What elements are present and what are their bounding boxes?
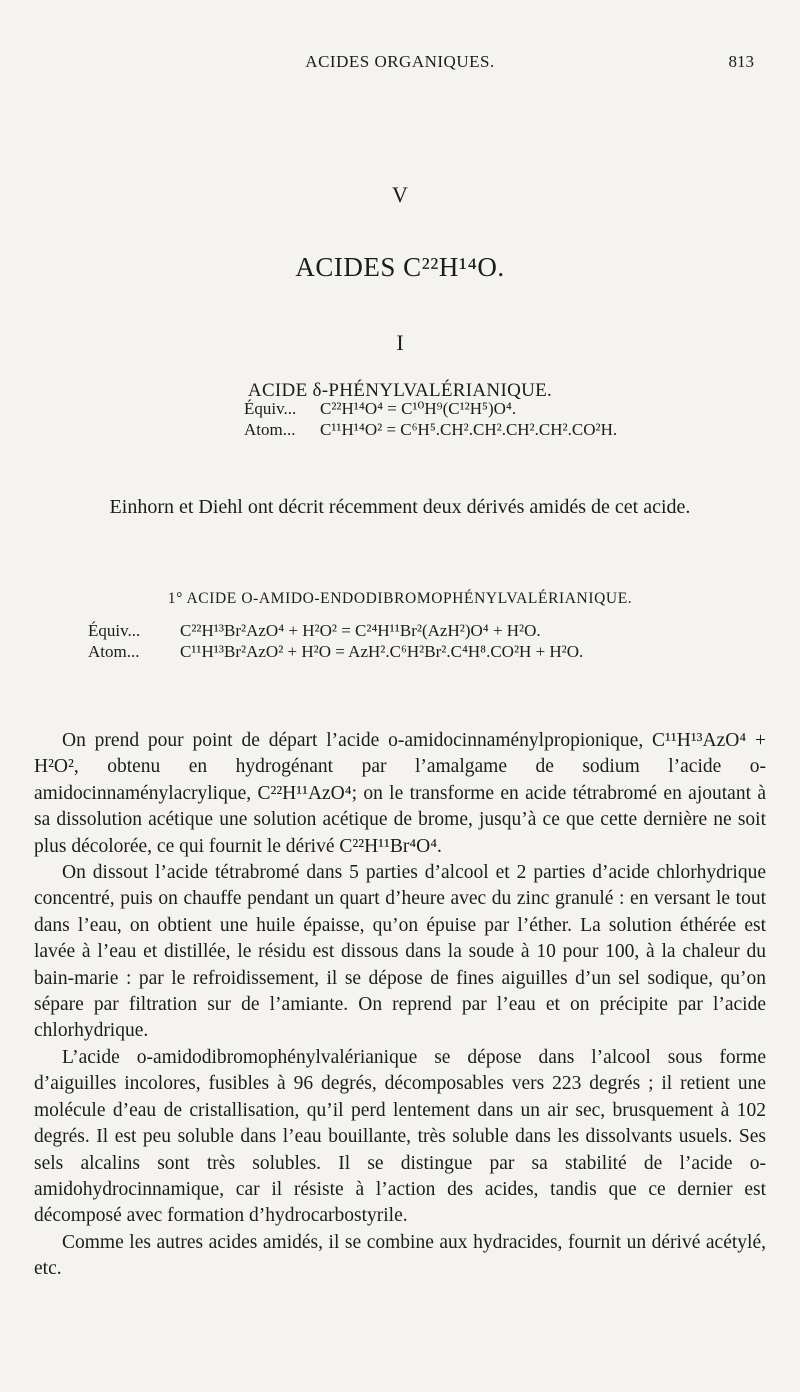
formula-line — [244, 419, 617, 440]
acid-title: ACIDE δ-PHÉNYLVALÉRIANIQUE. — [247, 380, 553, 401]
body-text — [34, 728, 766, 1283]
formula: C¹¹H¹³Br²AzO² + H²O = AzH².C⁶H²Br².C⁴H⁸.CO²H + H²O. — [180, 642, 584, 661]
formula-line — [88, 641, 583, 662]
formula: C²²H¹³Br²AzO⁴ + H²O² = C²⁴H¹¹Br²(AzH²)O⁴ + H²O. — [180, 621, 541, 640]
subchapter-number: I — [396, 330, 404, 355]
paragraph: Comme les autres acides amidés, il se combine aux hydracides, fournit un dérivé acétylé, etc. — [34, 1231, 766, 1280]
intro-sentence: Einhorn et Diehl ont décrit récemment deux dérivés amidés de cet acide. — [109, 496, 691, 518]
formula: C¹¹H¹⁴O² = C⁶H⁵.CH².CH².CH².CH².CO²H. — [320, 420, 618, 439]
running-title: ACIDES ORGANIQUES. — [305, 52, 495, 71]
paragraph: On prend pour point de départ l’acide o-amidocinnaménylpropionique, C¹¹H¹³AzO⁴ + H²O², obtenu en hydrogénant par l’amalgame de sodium l’acide o-amidocinnaménylacrylique, C²²H¹¹AzO⁴; on le transforme en acide tétrabromé en ajoutant à sa dissolution acétique une solution acétique de brome, jusqu’à ce que cette dernière ne soit plus décolorée, ce qui fournit le dérivé C²²H¹¹Br⁴O⁴. — [34, 730, 766, 857]
formula-label: Atom... — [244, 420, 296, 439]
formula-block-main — [244, 398, 617, 440]
chapter-number: V — [392, 182, 408, 207]
formula-line — [88, 620, 583, 641]
formula-label: Équiv... — [244, 399, 297, 418]
formula-label: Équiv... — [88, 621, 141, 640]
formula: C²²H¹⁴O⁴ = C¹⁰H⁹(C¹²H⁵)O⁴. — [320, 399, 517, 418]
chapter-title: ACIDES C²²H¹⁴O. — [295, 252, 505, 282]
section-title: 1° ACIDE O-AMIDO-ENDODIBROMOPHÉNYLVALÉRIANIQUE. — [167, 590, 633, 607]
running-head — [0, 52, 800, 76]
page-number: 813 — [728, 52, 754, 71]
formula-block-section — [88, 620, 583, 662]
paragraph: On dissout l’acide tétrabromé dans 5 parties d’alcool et 2 parties d’acide chlorhydrique concentré, puis on chauffe pendant un quart d’heure avec du zinc granulé : en versant le tout dans l’eau, on obtient une huile épaisse, qu’on épuise par l’éther. La solution éthérée est lavée à l’eau et distillée, le résidu est dissous dans la soude à 10 pour 100, à la chaleur du bain-marie : par le refroidissement, il se dépose de fines aiguilles d’un sel sodique, qu’on sépare par filtration sur de l’amiante. On reprend par l’eau et on précipite par l’acide chlorhydrique. — [34, 862, 766, 1042]
formula-label: Atom... — [88, 642, 140, 661]
formula-line — [244, 398, 617, 419]
paragraph: L’acide o-amidodibromophénylvalérianique se dépose dans l’alcool sous forme d’aiguilles incolores, fusibles à 96 degrés, décomposables vers 223 degrés ; il retient une molécule d’eau de cristallisation, qu’il perd lentement dans un air sec, brusquement à 102 degrés. Il est peu soluble dans l’eau bouillante, très soluble dans les dissolvants usuels. Ses sels alcalins sont très solubles. Il se distingue par sa stabilité de l’acide o-amidohydrocinnamique, car il résiste à l’action des acides, tandis que ce dernier est décomposé avec formation d’hydrocarbostyrile. — [34, 1046, 766, 1227]
